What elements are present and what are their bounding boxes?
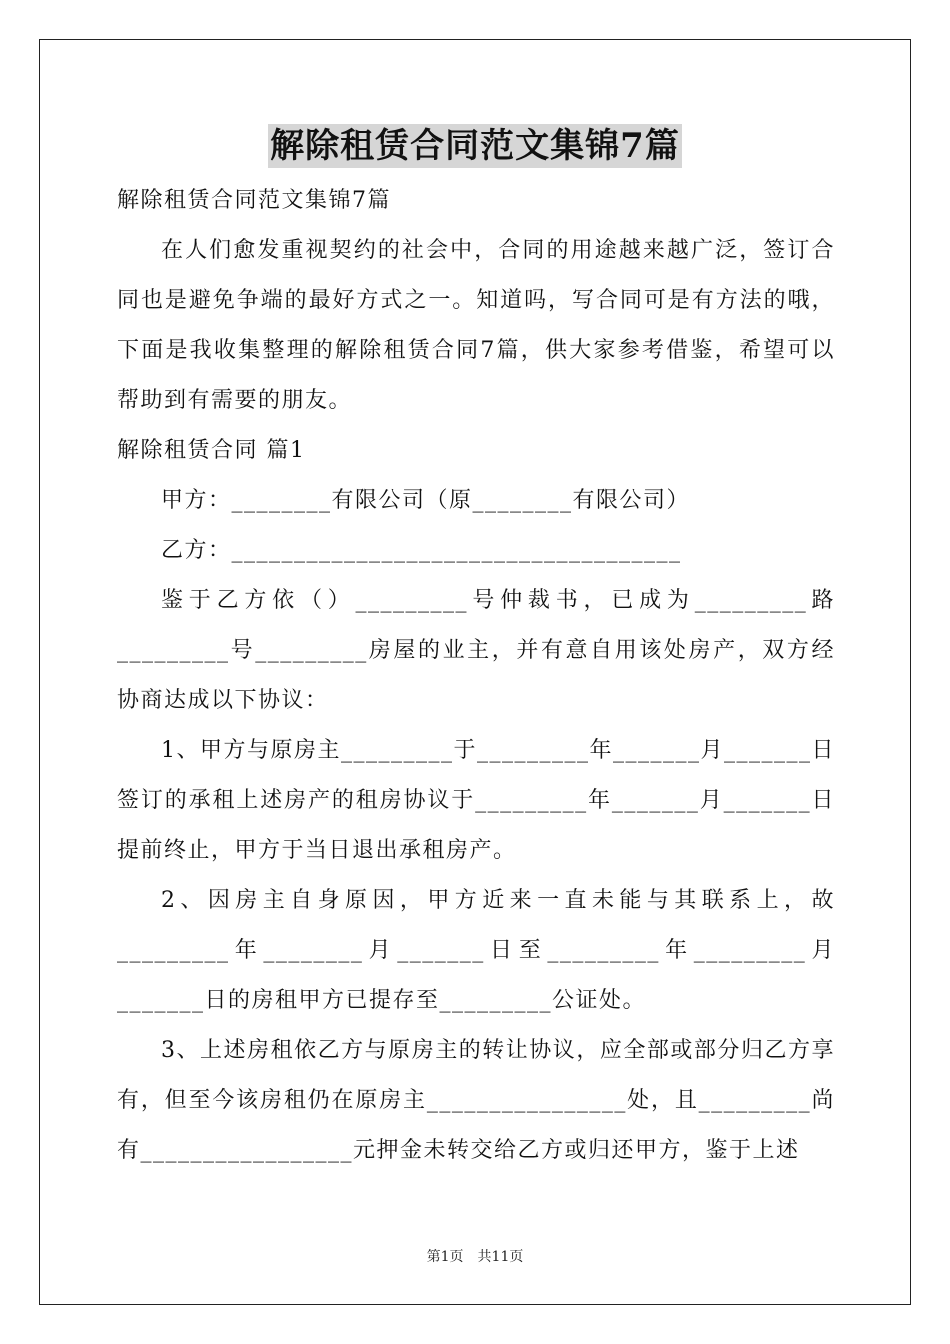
subtitle-paragraph: 解除租赁合同范文集锦7篇 — [117, 188, 391, 213]
clause-2-paragraph: 2、因房主自身原因，甲方近来一直未能与其联系上，故_________年________月_______日至_________年_________月_______日的房租甲方已提存至_________公证处。 — [117, 888, 835, 1013]
section-heading: 解除租赁合同 篇1 — [117, 438, 306, 463]
document-title: 解除租赁合同范文集锦7篇 — [270, 126, 680, 166]
party-b-line: 乙方：____________________________________ — [161, 538, 682, 563]
clause-1-paragraph: 1、甲方与原房主_________于_________年_______月_______日签订的承租上述房产的租房协议于_________年_______月_______日提前终止，甲方于当日退出承租房产。 — [117, 738, 835, 863]
intro-paragraph: 在人们愈发重视契约的社会中，合同的用途越来越广泛，签订合同也是避免争端的最好方式之一。知道吗，写合同可是有方法的哦，下面是我收集整理的解除租赁合同7篇，供大家参考借鉴，希望可以帮助到有需要的朋友。 — [117, 238, 835, 413]
whereas-paragraph: 鉴于乙方依（）_________号仲裁书，已成为_________路_________号_________房屋的业主，并有意自用该处房产，双方经协商达成以下协议： — [117, 588, 835, 713]
page-footer: 第1页 共11页 — [426, 1249, 524, 1265]
party-a-line: 甲方：________有限公司（原________有限公司） — [161, 488, 691, 513]
document-body — [117, 176, 835, 1176]
document-title-wrapper — [0, 124, 950, 168]
clause-3-paragraph: 3、上述房租依乙方与原房主的转让协议，应全部或部分归乙方享有，但至今该房租仍在原房主________________处，且_________尚有_________________元押金未转交给乙方或归还甲方，鉴于上述 — [117, 1038, 835, 1163]
